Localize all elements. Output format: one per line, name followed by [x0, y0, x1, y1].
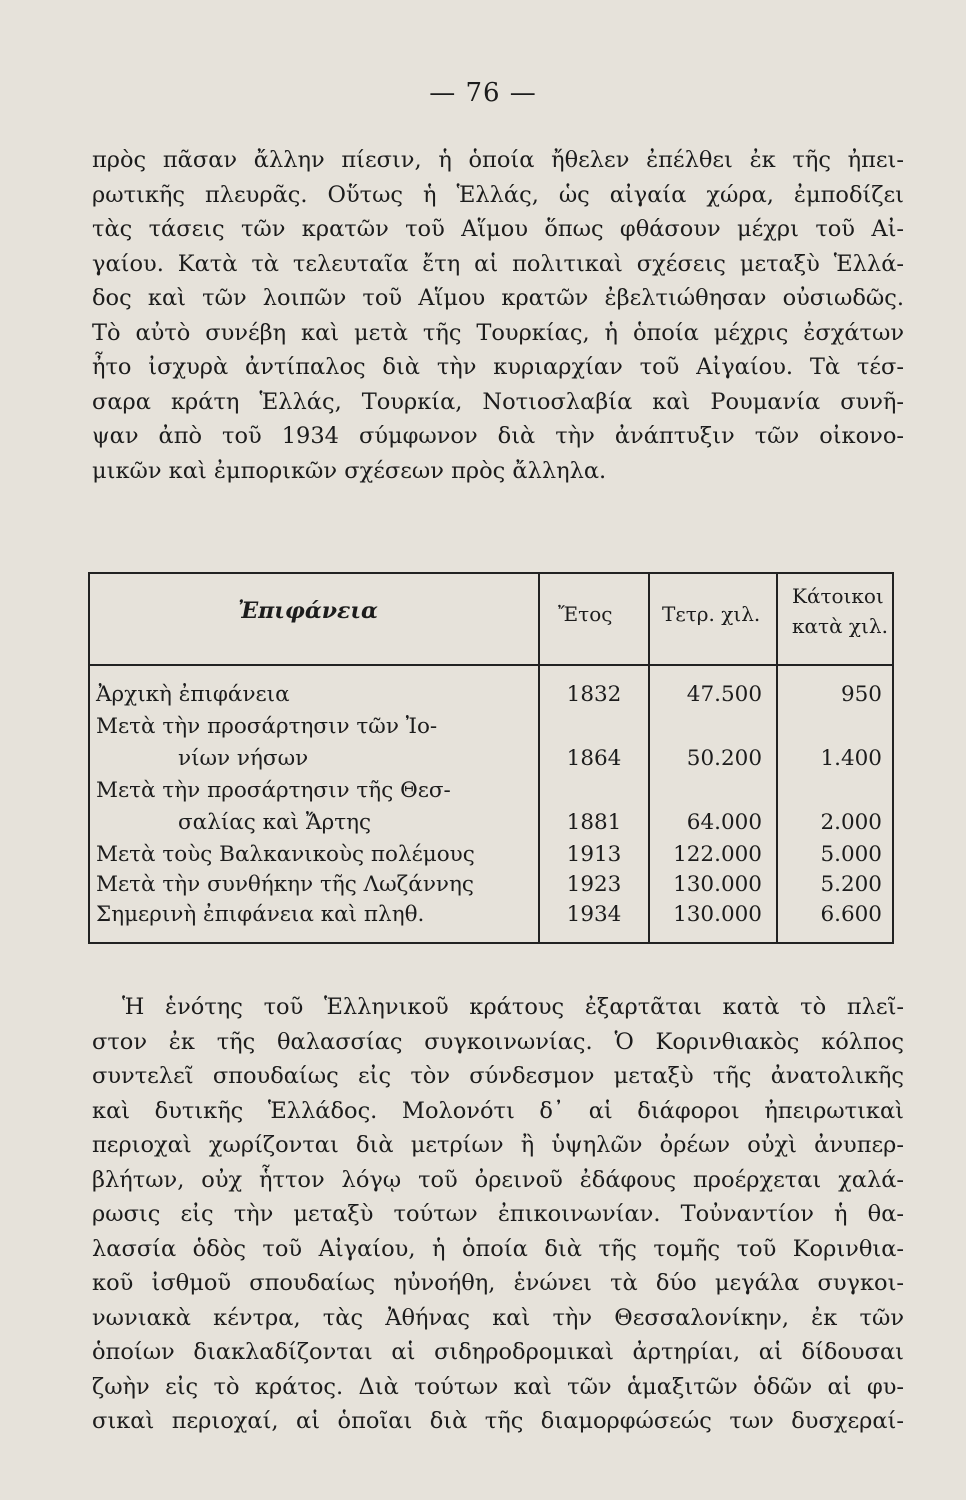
cell-population: 6.600 [820, 902, 882, 927]
surface-area-table [88, 572, 894, 945]
cell-population: 5.200 [820, 872, 882, 897]
cell-population: 2.000 [820, 810, 882, 835]
cell-area: 47.500 [686, 682, 762, 707]
page-number: — 76 — [429, 78, 537, 108]
text-line: μικῶν καὶ ἐμπορικῶν σχέσεων πρὸς ἄλληλα. [92, 457, 607, 484]
table-header-rule [88, 664, 894, 666]
cell-year: 1923 [566, 872, 622, 897]
cell-area: 122.000 [673, 842, 762, 867]
cell-area: 64.000 [686, 810, 762, 835]
text-line: ρωσις εἰς τὴν μεταξὺ τούτων ἐπικοινωνίαν. Τοὐναντίον ἡ θα- [92, 1201, 904, 1227]
row-label: Μετὰ τὴν προσάρτησιν τῆς Θεσ- [96, 778, 451, 803]
text-line: Τὸ αὐτὸ συνέβη καὶ μετὰ τῆς Τουρκίας, ἡ ὁποία μέχρις ἐσχάτων [92, 319, 904, 346]
text-line: καὶ δυτικῆς Ἑλλάδος. Μολονότι δ᾽ αἱ διάφοροι ἠπειρωτικαὶ [92, 1097, 904, 1124]
text-line: σαρα κράτη Ἑλλάς, Τουρκία, Νοτιοσλαβία καὶ Ρουμανία συνῆ- [92, 388, 904, 415]
text-line: τὰς τάσεις τῶν κρατῶν τοῦ Αἵμου ὅπως φθάσουν μέχρι τοῦ Αἰ- [92, 216, 904, 242]
cell-area: 130.000 [673, 872, 762, 897]
cell-population: 1.400 [820, 746, 882, 771]
header-area: Τετρ. χιλ. [662, 602, 761, 626]
row-label: Μετὰ τὴν προσάρτησιν τῶν Ἰο- [96, 714, 438, 739]
row-label: Μετὰ τὴν συνθήκην τῆς Λωζάννης [96, 872, 474, 897]
cell-area: 50.200 [686, 746, 762, 771]
cell-year: 1881 [566, 810, 622, 835]
text-line: δος καὶ τῶν λοιπῶν τοῦ Αἵμου κρατῶν ἐβελτιώθησαν οὐσιωδῶς. [92, 285, 904, 311]
row-label: νίων νήσων [178, 746, 309, 771]
text-line: ζωὴν εἰς τὸ κράτος. Διὰ τούτων καὶ τῶν ἁμαξιτῶν ὁδῶν αἱ φυ- [92, 1373, 904, 1400]
table-right-border [892, 572, 894, 944]
cell-population: 5.000 [820, 842, 882, 867]
text-line: γαίου. Κατὰ τὰ τελευταῖα ἔτη αἱ πολιτικαὶ σχέσεις μεταξὺ Ἑλλά- [92, 250, 904, 277]
table-left-border [88, 572, 90, 944]
cell-year: 1864 [566, 746, 622, 771]
text-line: Ἡ ἑνότης τοῦ Ἑλληνικοῦ κράτους ἐξαρτᾶται κατὰ τὸ πλεῖ- [122, 994, 904, 1020]
text-line: περιοχαὶ χωρίζονται διὰ μετρίων ἢ ὑψηλῶν ὀρέων οὐχὶ ἀνυπερ- [92, 1132, 904, 1158]
header-population-1: Κάτοικοι [792, 584, 884, 608]
cell-year: 1913 [566, 842, 622, 867]
text-line: σικαὶ περιοχαί, αἱ ὁποῖαι διὰ τῆς διαμορφώσεώς των δυσχεραί- [92, 1408, 904, 1434]
header-surface: Ἐπιφάνεια [238, 598, 378, 624]
text-line: συντελεῖ σπουδαίως εἰς τὸν σύνδεσμον μεταξὺ τῆς ἀνατολικῆς [92, 1063, 904, 1089]
paragraph-2 [92, 990, 904, 1439]
table-bottom-rule [88, 942, 894, 944]
text-line: βλήτων, οὐχ ἧττον λόγῳ τοῦ ὀρεινοῦ ἐδάφους προέρχεται χαλά- [92, 1166, 904, 1193]
cell-population: 950 [840, 682, 882, 707]
cell-area: 130.000 [673, 902, 762, 927]
text-line: νωνιακὰ κέντρα, τὰς Ἀθήνας καὶ τὴν Θεσσαλονίκην, ἐκ τῶν [92, 1304, 904, 1331]
table-top-rule [88, 572, 894, 574]
row-label: Σημερινὴ ἐπιφάνεια καὶ πληθ. [96, 902, 425, 927]
text-line: πρὸς πᾶσαν ἄλλην πίεσιν, ἡ ὁποία ἤθελεν ἐπέλθει ἐκ τῆς ἠπει- [92, 147, 904, 173]
header-population-2: κατὰ χιλ. [792, 614, 888, 638]
text-line: στον ἐκ τῆς θαλασσίας συγκοινωνίας. Ὁ Κορινθιακὸς κόλπος [92, 1028, 904, 1055]
text-line: ψαν ἀπὸ τοῦ 1934 σύμφωνον διὰ τὴν ἀνάπτυξιν τῶν οἰκονο- [92, 423, 904, 449]
text-line: ρωτικῆς πλευρᾶς. Οὕτως ἡ Ἑλλάς, ὡς αἰγαία χώρα, ἐμποδίζει [92, 181, 904, 208]
text-line: κοῦ ἰσθμοῦ σπουδαίως ηὐνοήθη, ἑνώνει τὰ δύο μεγάλα συγκοι- [92, 1270, 904, 1296]
cell-year: 1832 [566, 682, 622, 707]
column-divider [538, 572, 540, 944]
row-label: σαλίας καὶ Ἄρτης [178, 810, 372, 835]
paragraph-1 [92, 143, 904, 488]
cell-year: 1934 [566, 902, 622, 927]
text-line: λασσία ὁδὸς τοῦ Αἰγαίου, ἡ ὁποία διὰ τῆς τομῆς τοῦ Κορινθια- [92, 1235, 904, 1262]
row-label: Ἀρχικὴ ἐπιφάνεια [96, 682, 290, 707]
row-label: Μετὰ τοὺς Βαλκανικοὺς πολέμους [96, 842, 475, 867]
text-line: ὁποίων διακλαδίζονται αἱ σιδηροδρομικαὶ ἀρτηρίαι, αἱ δίδουσαι [92, 1339, 904, 1365]
text-line: ἦτο ἰσχυρὰ ἀντίπαλος διὰ τὴν κυριαρχίαν τοῦ Αἰγαίου. Τὰ τέσ- [92, 354, 904, 380]
header-year: Ἔτος [558, 602, 613, 626]
